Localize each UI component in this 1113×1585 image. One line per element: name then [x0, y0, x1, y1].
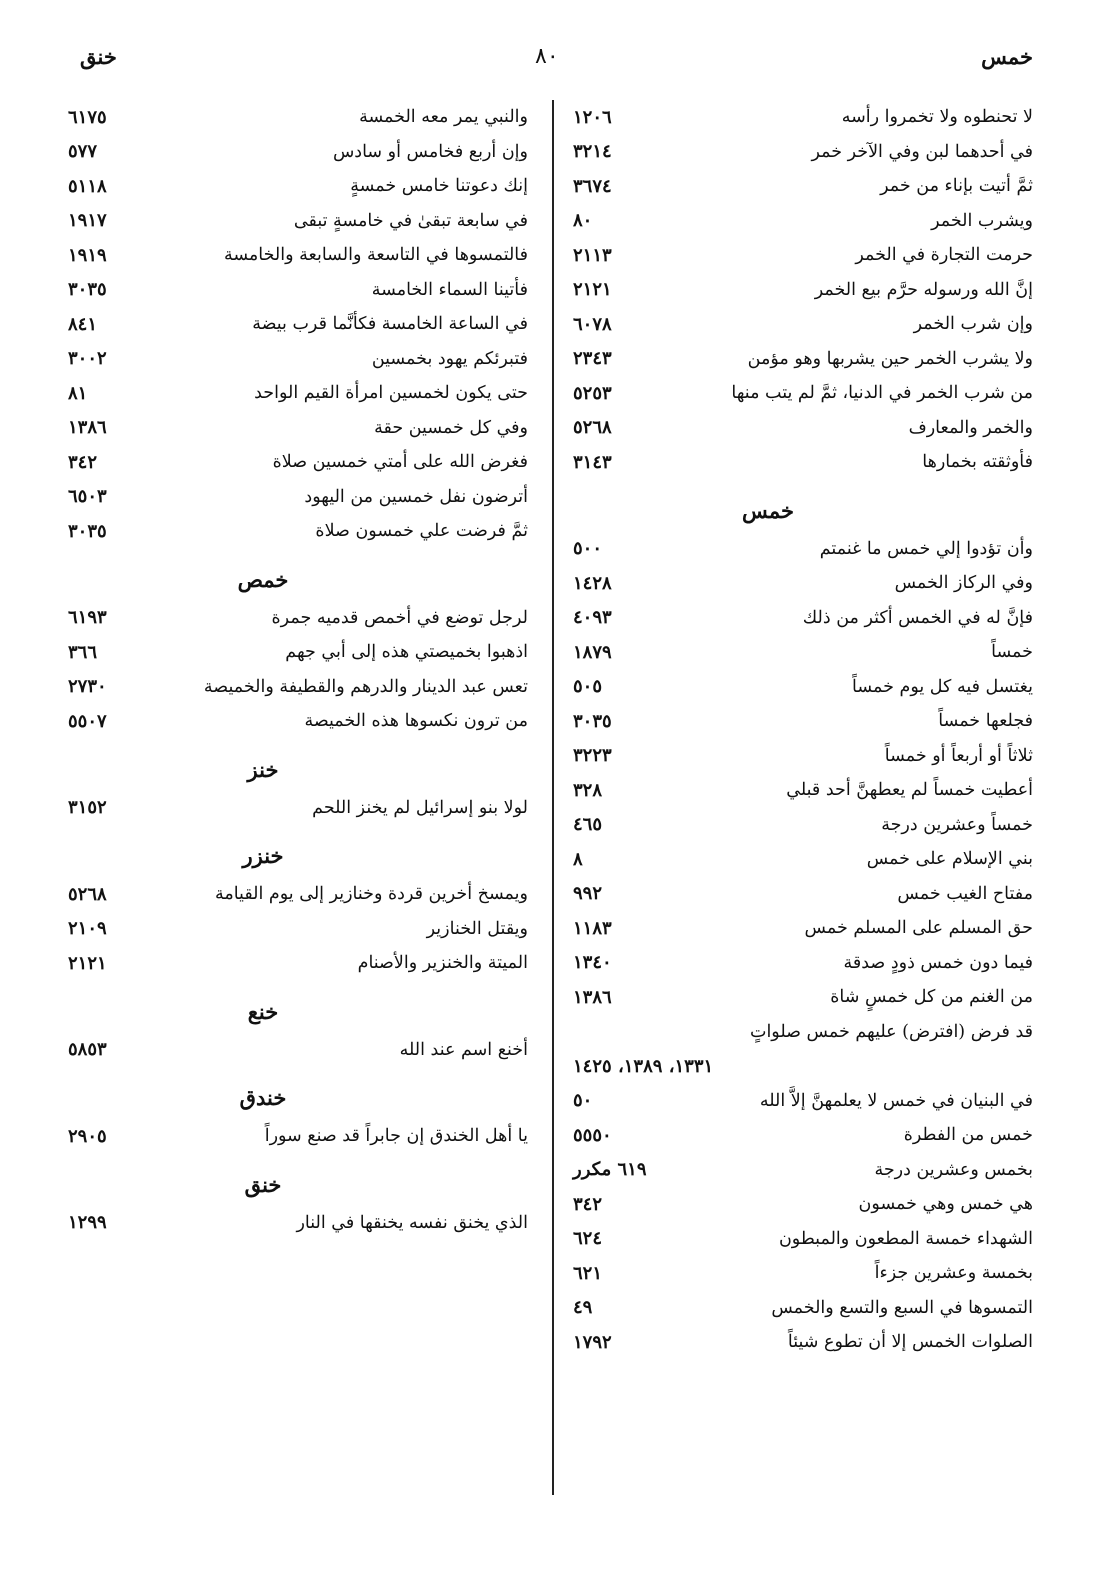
index-entry: [573, 1187, 1033, 1222]
entry-number: ٣٢٢٣: [573, 745, 612, 767]
index-entry: [573, 376, 1033, 411]
index-entry: [68, 342, 528, 377]
entry-text: فأوثقته بخمارها: [922, 452, 1033, 473]
index-entry: [573, 911, 1033, 946]
index-entry: [573, 238, 1033, 273]
section-heading: خنق: [244, 1171, 282, 1197]
entry-number: ٨: [573, 848, 583, 870]
entry-number: ١١٨٣: [573, 917, 612, 939]
index-entry: [573, 1118, 1033, 1153]
entry-number: ١٩١٩: [68, 244, 107, 266]
index-entry: [573, 204, 1033, 239]
entry-text: في سابعة تبقىٰ في خامسةٍ تبقى: [293, 210, 528, 231]
entry-text: اذهبوا بخميصتي هذه إلى أبي جهم: [285, 642, 528, 663]
entry-number: ٦٢٤: [573, 1228, 603, 1250]
index-entry: [68, 791, 528, 826]
index-entry: [573, 342, 1033, 377]
entry-number: ٢١١٣: [573, 244, 612, 266]
entry-text: لولا بنو إسرائيل لم يخنز اللحم: [312, 797, 528, 818]
index-entry: [573, 773, 1033, 808]
entry-text: بخمس وعشرين درجة: [874, 1159, 1033, 1180]
entry-number: ٨١: [68, 382, 88, 404]
entry-number: ٥٨٥٣: [68, 1039, 107, 1061]
index-entry: [573, 1222, 1033, 1257]
entry-text: وإن شرب الخمر: [913, 314, 1033, 335]
entry-text: في أحدهما لبن وفي الآخر خمر: [811, 141, 1033, 162]
entry-number: ٣٢٨: [573, 779, 603, 801]
entry-text: إنَّ الله ورسوله حرَّم بيع الخمر: [814, 279, 1033, 300]
entry-number: ١٤٢٨: [573, 572, 612, 594]
index-entry: [573, 1291, 1033, 1326]
entry-text: حق المسلم على المسلم خمس: [804, 918, 1033, 939]
entry-text: ثمَّ فرضت علي خمسون صلاة: [315, 521, 528, 542]
entry-text: خمس من الفطرة: [903, 1125, 1033, 1146]
entry-number: ٥٥٠٧: [68, 710, 107, 732]
right-column: [573, 100, 1033, 1360]
index-entry: [68, 670, 528, 705]
index-entry: [68, 1033, 528, 1068]
entry-number: ١٣٨٦: [68, 417, 107, 439]
entry-number: ٩٩٢: [573, 883, 603, 905]
entry-text: خمساً وعشرين درجة: [881, 814, 1033, 835]
entry-number: ١٣٣١، ١٣٨٩، ١٤٢٥: [573, 1055, 714, 1077]
entry-text: ثلاثاً أو أربعاً أو خمساً: [884, 745, 1033, 766]
entry-number: ٨٤١: [68, 313, 98, 335]
entry-number: ١٣٤٠: [573, 952, 612, 974]
index-entry: [573, 980, 1033, 1015]
entry-text: وفي الركاز الخمس: [894, 573, 1033, 594]
entry-number: ١٩١٧: [68, 210, 107, 232]
entry-number: ٦١٩ مكرر: [573, 1159, 647, 1181]
entry-text: أعطيت خمساً لم يعطهنَّ أحد قبلي: [786, 780, 1033, 801]
index-entry: [68, 169, 528, 204]
entry-number: ٣٠٣٥: [68, 279, 107, 301]
index-entry: [573, 445, 1033, 480]
index-entry: [68, 273, 528, 308]
entry-number: ٣٢١٤: [573, 141, 612, 163]
section-heading: خنزر: [242, 843, 284, 868]
entry-number: ٣٦٧٤: [573, 175, 612, 197]
entry-text: بخمسة وعشرين جزءاً: [874, 1263, 1033, 1284]
entry-number: ٣٠٣٥: [573, 710, 612, 732]
index-entry: [573, 1153, 1033, 1188]
entry-text: التمسوها في السبع والتسع والخمس: [771, 1297, 1033, 1318]
entry-number: ٥٢٥٣: [573, 382, 612, 404]
entry-number: ٣٤٢: [68, 451, 98, 473]
entry-text: الشهداء خمسة المطعون والمبطون: [778, 1228, 1033, 1249]
entry-text: ويشرب الخمر: [931, 210, 1033, 231]
entry-number: ٤٠٩٣: [573, 607, 612, 629]
section-heading: خندق: [239, 1085, 287, 1110]
entry-text: أترضون نفل خمسين من اليهود: [304, 486, 528, 507]
entry-text: فأتينا السماء الخامسة: [371, 279, 528, 300]
entry-text: يا أهل الخندق إن جابراً قد صنع سوراً: [264, 1126, 528, 1147]
entry-number: ٦١٩٣: [68, 607, 107, 629]
entry-text: أخنع اسم عند الله: [399, 1039, 528, 1060]
entry-text: وفي كل خمسين حقة: [374, 417, 528, 438]
entry-text: فتبرئكم يهود بخمسين: [371, 348, 528, 369]
entry-number: ٥٠: [573, 1090, 593, 1112]
index-entry: [573, 169, 1033, 204]
entry-text: وإن أربع فخامس أو سادس: [332, 141, 528, 162]
entry-text: حرمت التجارة في الخمر: [855, 245, 1033, 266]
entry-text: من شرب الخمر في الدنيا، ثمَّ لم يتب منها: [731, 383, 1033, 404]
section-heading: خنز: [247, 756, 279, 782]
entry-text: ولا يشرب الخمر حين يشربها وهو مؤمن: [747, 348, 1033, 369]
entry-number: ٤٩: [573, 1297, 593, 1319]
entry-number: ١٨٧٩: [573, 641, 612, 663]
entry-text: ويمسخ أخرين قردة وخنازير إلى يوم القيامة: [214, 884, 528, 905]
index-entry: [68, 912, 528, 947]
index-entry: [68, 946, 528, 981]
entry-text: وأن تؤدوا إلي خمس ما غنمتم: [819, 538, 1033, 559]
index-entry: [573, 100, 1033, 135]
index-entry: [573, 808, 1033, 843]
entry-number: ٣١٥٢: [68, 797, 107, 819]
entry-number: ٥٢٦٨: [573, 417, 612, 439]
entry-text: لرجل توضع في أخمص قدميه جمرة: [271, 607, 528, 628]
entry-text: فالتمسوها في التاسعة والسابعة والخامسة: [223, 245, 528, 266]
entry-text: فيما دون خمس ذودٍ صدقة: [843, 952, 1033, 973]
section-heading: خمس: [742, 497, 794, 523]
index-entry: [573, 411, 1033, 446]
entry-text: والخمر والمعارف: [908, 417, 1033, 438]
index-entry: [573, 704, 1033, 739]
index-entry: [573, 877, 1033, 912]
index-entry: [68, 376, 528, 411]
entry-text: والنبي يمر معه الخمسة: [359, 107, 528, 128]
index-entry: [68, 411, 528, 446]
index-entry: [573, 1325, 1033, 1360]
column-divider: [552, 100, 554, 1495]
entry-number: ٥٥٥٠: [573, 1124, 612, 1146]
index-entry: [68, 635, 528, 670]
section-heading: خنع: [247, 998, 279, 1024]
entry-number: ٥٠٥: [573, 676, 603, 698]
index-entry: [573, 1256, 1033, 1291]
entry-number: ١٢٠٦: [573, 106, 612, 128]
entry-text: حتى يكون لخمسين امرأة القيم الواحد: [254, 383, 528, 404]
header-root-word: خمس: [981, 44, 1033, 69]
entry-number: ٦١٧٥: [68, 106, 107, 128]
entry-text: الميتة والخنزير والأصنام: [357, 953, 528, 974]
entry-number: ٦٢١: [573, 1262, 603, 1284]
entry-number: ٢٩٠٥: [68, 1125, 107, 1147]
entry-text: من ترون نكسوها هذه الخميصة: [304, 711, 528, 732]
entry-text: في البنيان في خمس لا يعلمهنَّ إلاَّ الله: [759, 1090, 1033, 1111]
index-entry: [68, 204, 528, 239]
entry-number: ٥٠٠: [573, 538, 603, 560]
entry-text: خمساً: [991, 642, 1033, 663]
index-entry: [68, 514, 528, 549]
index-entry: [573, 842, 1033, 877]
entry-text: من الغنم من كل خمسٍ شاة: [830, 987, 1033, 1008]
index-entry: [68, 877, 528, 912]
index-entry: [573, 135, 1033, 170]
entry-number: ٥١١٨: [68, 175, 107, 197]
entry-number: ١٧٩٢: [573, 1331, 612, 1353]
index-entry: [573, 1084, 1033, 1119]
entry-number: ٥٢٦٨: [68, 883, 107, 905]
entry-text: إنك دعوتنا خامس خمسةٍ: [350, 176, 528, 197]
entry-number: ٦٠٧٨: [573, 313, 612, 335]
entry-number: ٣٠٣٥: [68, 520, 107, 542]
entry-number: ٢١٢١: [68, 952, 107, 974]
index-entry: [573, 601, 1033, 636]
index-entry: [573, 566, 1033, 601]
entry-text: في الساعة الخامسة فكأنَّما قرب بيضة: [252, 314, 528, 335]
index-entry: [68, 704, 528, 739]
entry-text: الصلوات الخمس إلا أن تطوع شيئاً: [787, 1332, 1033, 1353]
index-entry: [68, 445, 528, 480]
entry-number: ٣٤٢: [573, 1193, 603, 1215]
entry-number: ٢١٠٩: [68, 918, 107, 940]
index-entry: [573, 670, 1033, 705]
entry-number: ١٣٨٦: [573, 986, 612, 1008]
entry-text: قد فرض (افترض) عليهم خمس صلواتٍ: [749, 1021, 1033, 1042]
entry-number: ٥٧٧: [68, 141, 98, 163]
index-entry: [573, 307, 1033, 342]
index-entry: [573, 1015, 1033, 1050]
entry-text: يغتسل فيه كل يوم خمساً: [852, 676, 1033, 697]
entry-text: مفتاح الغيب خمس: [897, 883, 1033, 904]
entry-number: ١٢٩٩: [68, 1212, 107, 1234]
entry-number: ٤٦٥: [573, 814, 603, 836]
index-entry: [573, 532, 1033, 567]
entry-text: ثمَّ أتيت بإناء من خمر: [880, 176, 1033, 197]
header-last-root-word: خنق: [80, 44, 117, 69]
entry-number: ٨٠: [573, 210, 593, 232]
index-entry: [573, 946, 1033, 981]
index-entry: [68, 480, 528, 515]
entry-text: فغرض الله على أمتي خمسين صلاة: [272, 452, 528, 473]
index-entry: [68, 238, 528, 273]
entry-text: ويقتل الخنازير: [426, 918, 528, 939]
index-entry: [573, 635, 1033, 670]
entry-number: ٣٠٠٢: [68, 348, 107, 370]
index-entry: [68, 100, 528, 135]
entry-number: ٢٣٤٣: [573, 348, 612, 370]
index-entry: [68, 307, 528, 342]
entry-number: ٣٦٦: [68, 641, 98, 663]
entry-text: لا تحنطوه ولا تخمروا رأسه: [841, 107, 1033, 128]
entry-number: ٣١٤٣: [573, 451, 612, 473]
left-column: [68, 100, 528, 1240]
entry-number: ٢١٢١: [573, 279, 612, 301]
entry-text: فجلعها خمساً: [938, 711, 1033, 732]
index-entry: [573, 739, 1033, 774]
entry-text: فإنَّ له في الخمس أكثر من ذلك: [802, 607, 1033, 628]
entry-number: ٦٥٠٣: [68, 486, 107, 508]
index-entry: [573, 1049, 1033, 1084]
index-entry: [68, 135, 528, 170]
entry-text: بني الإسلام على خمس: [866, 849, 1033, 870]
entry-text: الذي يخنق نفسه يخنقها في النار: [296, 1212, 528, 1233]
entry-text: تعس عبد الدينار والدرهم والقطيفة والخميصة: [203, 676, 528, 697]
index-entry: [573, 273, 1033, 308]
entry-text: هي خمس وهي خمسون: [858, 1194, 1033, 1215]
section-heading: خمص: [237, 566, 289, 592]
index-entry: [68, 1119, 528, 1154]
entry-number: ٢٧٣٠: [68, 676, 107, 698]
index-entry: [68, 1206, 528, 1241]
index-entry: [68, 601, 528, 636]
page-number: ٨٠: [535, 44, 559, 69]
